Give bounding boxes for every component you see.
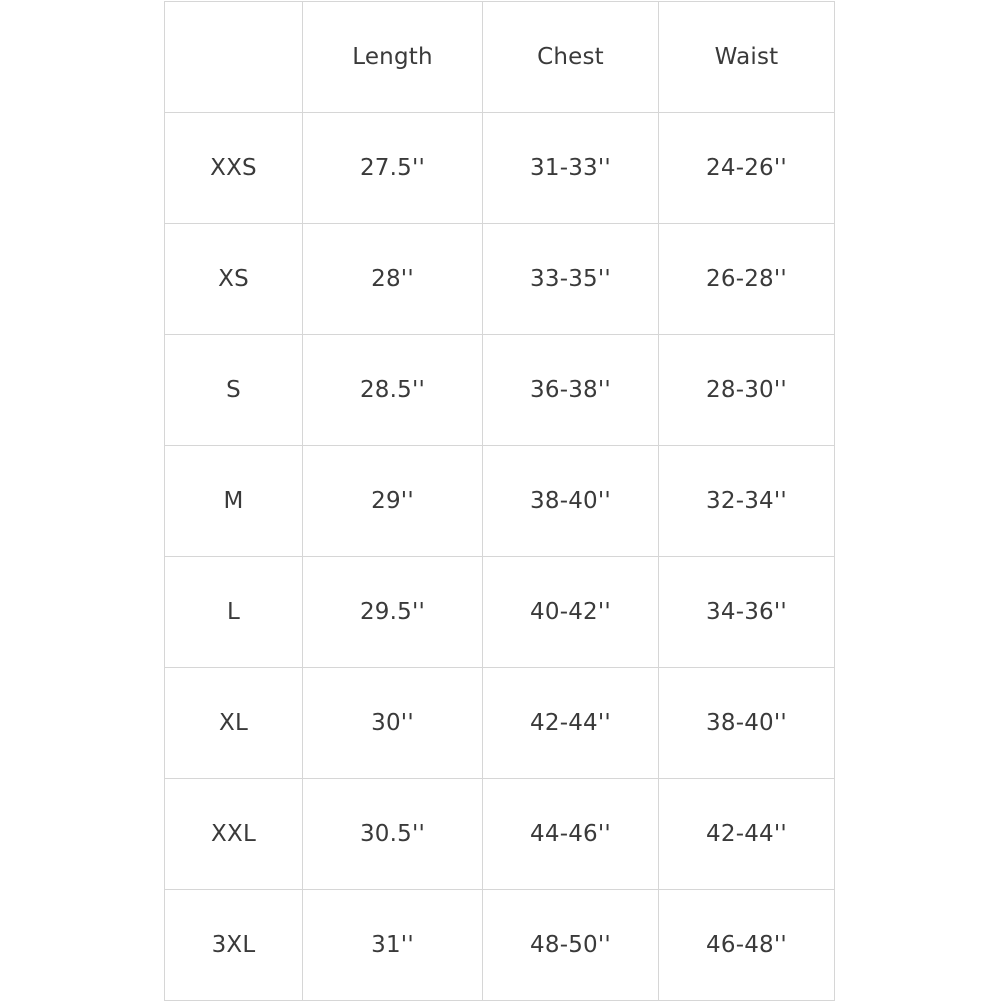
header-chest: Chest — [483, 2, 659, 113]
header-empty-cell — [165, 2, 303, 113]
length-cell: 28.5'' — [303, 335, 483, 446]
size-label: L — [165, 557, 303, 668]
waist-cell: 34-36'' — [659, 557, 835, 668]
header-waist: Waist — [659, 2, 835, 113]
length-cell: 27.5'' — [303, 113, 483, 224]
waist-cell: 46-48'' — [659, 890, 835, 1001]
table-body — [165, 113, 835, 1001]
waist-cell: 24-26'' — [659, 113, 835, 224]
length-cell: 30'' — [303, 668, 483, 779]
table-row — [165, 446, 835, 557]
size-label: XS — [165, 224, 303, 335]
chest-cell: 38-40'' — [483, 446, 659, 557]
length-cell: 28'' — [303, 224, 483, 335]
table-row — [165, 335, 835, 446]
table-row — [165, 668, 835, 779]
size-label: XXS — [165, 113, 303, 224]
chest-cell: 36-38'' — [483, 335, 659, 446]
table-row — [165, 113, 835, 224]
size-label: XL — [165, 668, 303, 779]
size-label: S — [165, 335, 303, 446]
table-row — [165, 779, 835, 890]
chest-cell: 40-42'' — [483, 557, 659, 668]
table-row — [165, 890, 835, 1001]
length-cell: 29'' — [303, 446, 483, 557]
waist-cell: 38-40'' — [659, 668, 835, 779]
waist-cell: 26-28'' — [659, 224, 835, 335]
size-label: XXL — [165, 779, 303, 890]
size-label: 3XL — [165, 890, 303, 1001]
waist-cell: 32-34'' — [659, 446, 835, 557]
table-row — [165, 557, 835, 668]
header-length: Length — [303, 2, 483, 113]
length-cell: 29.5'' — [303, 557, 483, 668]
chest-cell: 48-50'' — [483, 890, 659, 1001]
header-row — [165, 2, 835, 113]
chest-cell: 44-46'' — [483, 779, 659, 890]
waist-cell: 42-44'' — [659, 779, 835, 890]
chest-cell: 31-33'' — [483, 113, 659, 224]
table-header — [165, 2, 835, 113]
chest-cell: 33-35'' — [483, 224, 659, 335]
length-cell: 30.5'' — [303, 779, 483, 890]
table-row — [165, 224, 835, 335]
waist-cell: 28-30'' — [659, 335, 835, 446]
chest-cell: 42-44'' — [483, 668, 659, 779]
length-cell: 31'' — [303, 890, 483, 1001]
size-label: M — [165, 446, 303, 557]
size-chart-table — [164, 1, 835, 1001]
